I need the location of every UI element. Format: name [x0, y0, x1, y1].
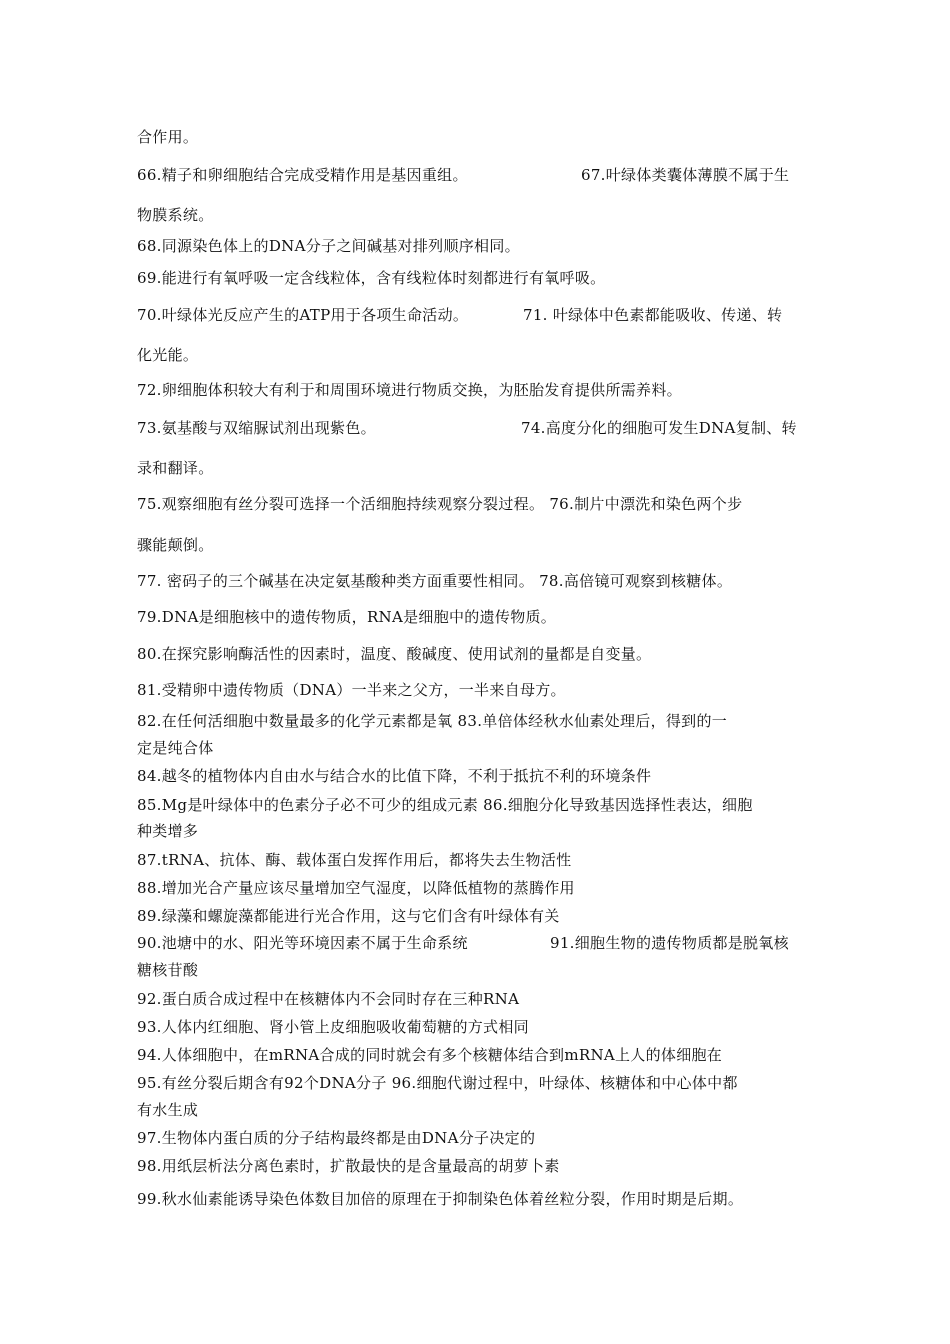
- item-66: 66.精子和卵细胞结合完成受精作用是基因重组。: [137, 166, 468, 184]
- item-70: 70.叶绿体光反应产生的ATP用于各项生命活动。: [137, 306, 469, 324]
- item-74: 74.高度分化的细胞可发生DNA复制、转: [521, 419, 797, 437]
- text-line: 79.DNA是细胞核中的遗传物质，RNA是细胞中的遗传物质。: [137, 608, 557, 626]
- text-line: 骤能颠倒。: [137, 536, 214, 554]
- text-line: 75.观察细胞有丝分裂可选择一个活细胞持续观察分裂过程。 76.制片中漂洗和染色两个步: [137, 495, 743, 513]
- text-line: 定是纯合体: [137, 739, 214, 757]
- text-line: 录和翻译。: [137, 459, 214, 477]
- text-line: 89.绿藻和螺旋藻都能进行光合作用，这与它们含有叶绿体有关: [137, 907, 560, 925]
- text-line: 97.生物体内蛋白质的分子结构最终都是由DNA分子决定的: [137, 1129, 536, 1147]
- text-line: 94.人体细胞中，在mRNA合成的同时就会有多个核糖体结合到mRNA上人的体细胞在: [137, 1046, 723, 1064]
- text-line: 69.能进行有氧呼吸一定含线粒体，含有线粒体时刻都进行有氧呼吸。: [137, 269, 606, 287]
- text-line: 有水生成: [137, 1101, 199, 1119]
- text-line: 99.秋水仙素能诱导染色体数目加倍的原理在于抑制染色体着丝粒分裂，作用时期是后期。: [137, 1190, 744, 1208]
- text-line: [137, 418, 817, 438]
- item-73: 73.氨基酸与双缩脲试剂出现紫色。: [137, 419, 376, 437]
- text-line: 84.越冬的植物体内自由水与结合水的比值下降，不利于抵抗不利的环境条件: [137, 767, 652, 785]
- text-line: 87.tRNA、抗体、酶、载体蛋白发挥作用后，都将失去生物活性: [137, 851, 572, 869]
- text-line: 88.增加光合产量应该尽量增加空气湿度，以降低植物的蒸腾作用: [137, 879, 575, 897]
- text-line: [137, 933, 817, 953]
- text-line: 种类增多: [137, 822, 199, 840]
- text-line: 糖核苷酸: [137, 961, 199, 979]
- text-line: 合作用。: [137, 128, 199, 146]
- text-line: 77. 密码子的三个碱基在决定氨基酸种类方面重要性相同。 78.高倍镜可观察到核糖体。: [137, 572, 733, 590]
- text-line: 68.同源染色体上的DNA分子之间碱基对排列顺序相同。: [137, 237, 520, 255]
- item-71: 71. 叶绿体中色素都能吸收、传递、转: [523, 306, 783, 324]
- text-line: 98.用纸层析法分离色素时，扩散最快的是含量最高的胡萝卜素: [137, 1157, 560, 1175]
- item-91: 91.细胞生物的遗传物质都是脱氧核: [550, 934, 789, 952]
- text-line: 80.在探究影响酶活性的因素时，温度、酸碱度、使用试剂的量都是自变量。: [137, 645, 652, 663]
- text-line: 81.受精卵中遗传物质（DNA）一半来之父方，一半来自母方。: [137, 681, 566, 699]
- text-line: 95.有丝分裂后期含有92个DNA分子 96.细胞代谢过程中，叶绿体、核糖体和中心体中都: [137, 1074, 738, 1092]
- text-line: 85.Mg是叶绿体中的色素分子必不可少的组成元素 86.细胞分化导致基因选择性表达，细胞: [137, 796, 753, 814]
- text-line: [137, 305, 817, 325]
- text-line: 化光能。: [137, 346, 199, 364]
- item-67: 67.叶绿体类囊体薄膜不属于生: [581, 166, 790, 184]
- text-line: 92.蛋白质合成过程中在核糖体内不会同时存在三种RNA: [137, 990, 520, 1008]
- text-line: [137, 165, 817, 185]
- text-line: 93.人体内红细胞、肾小管上皮细胞吸收葡萄糖的方式相同: [137, 1018, 529, 1036]
- text-line: 82.在任何活细胞中数量最多的化学元素都是氧 83.单倍体经秋水仙素处理后，得到的一: [137, 712, 728, 730]
- text-line: 72.卵细胞体积较大有利于和周围环境进行物质交换，为胚胎发育提供所需养料。: [137, 381, 682, 399]
- text-line: 物膜系统。: [137, 206, 214, 224]
- item-90: 90.池塘中的水、阳光等环境因素不属于生命系统: [137, 934, 468, 952]
